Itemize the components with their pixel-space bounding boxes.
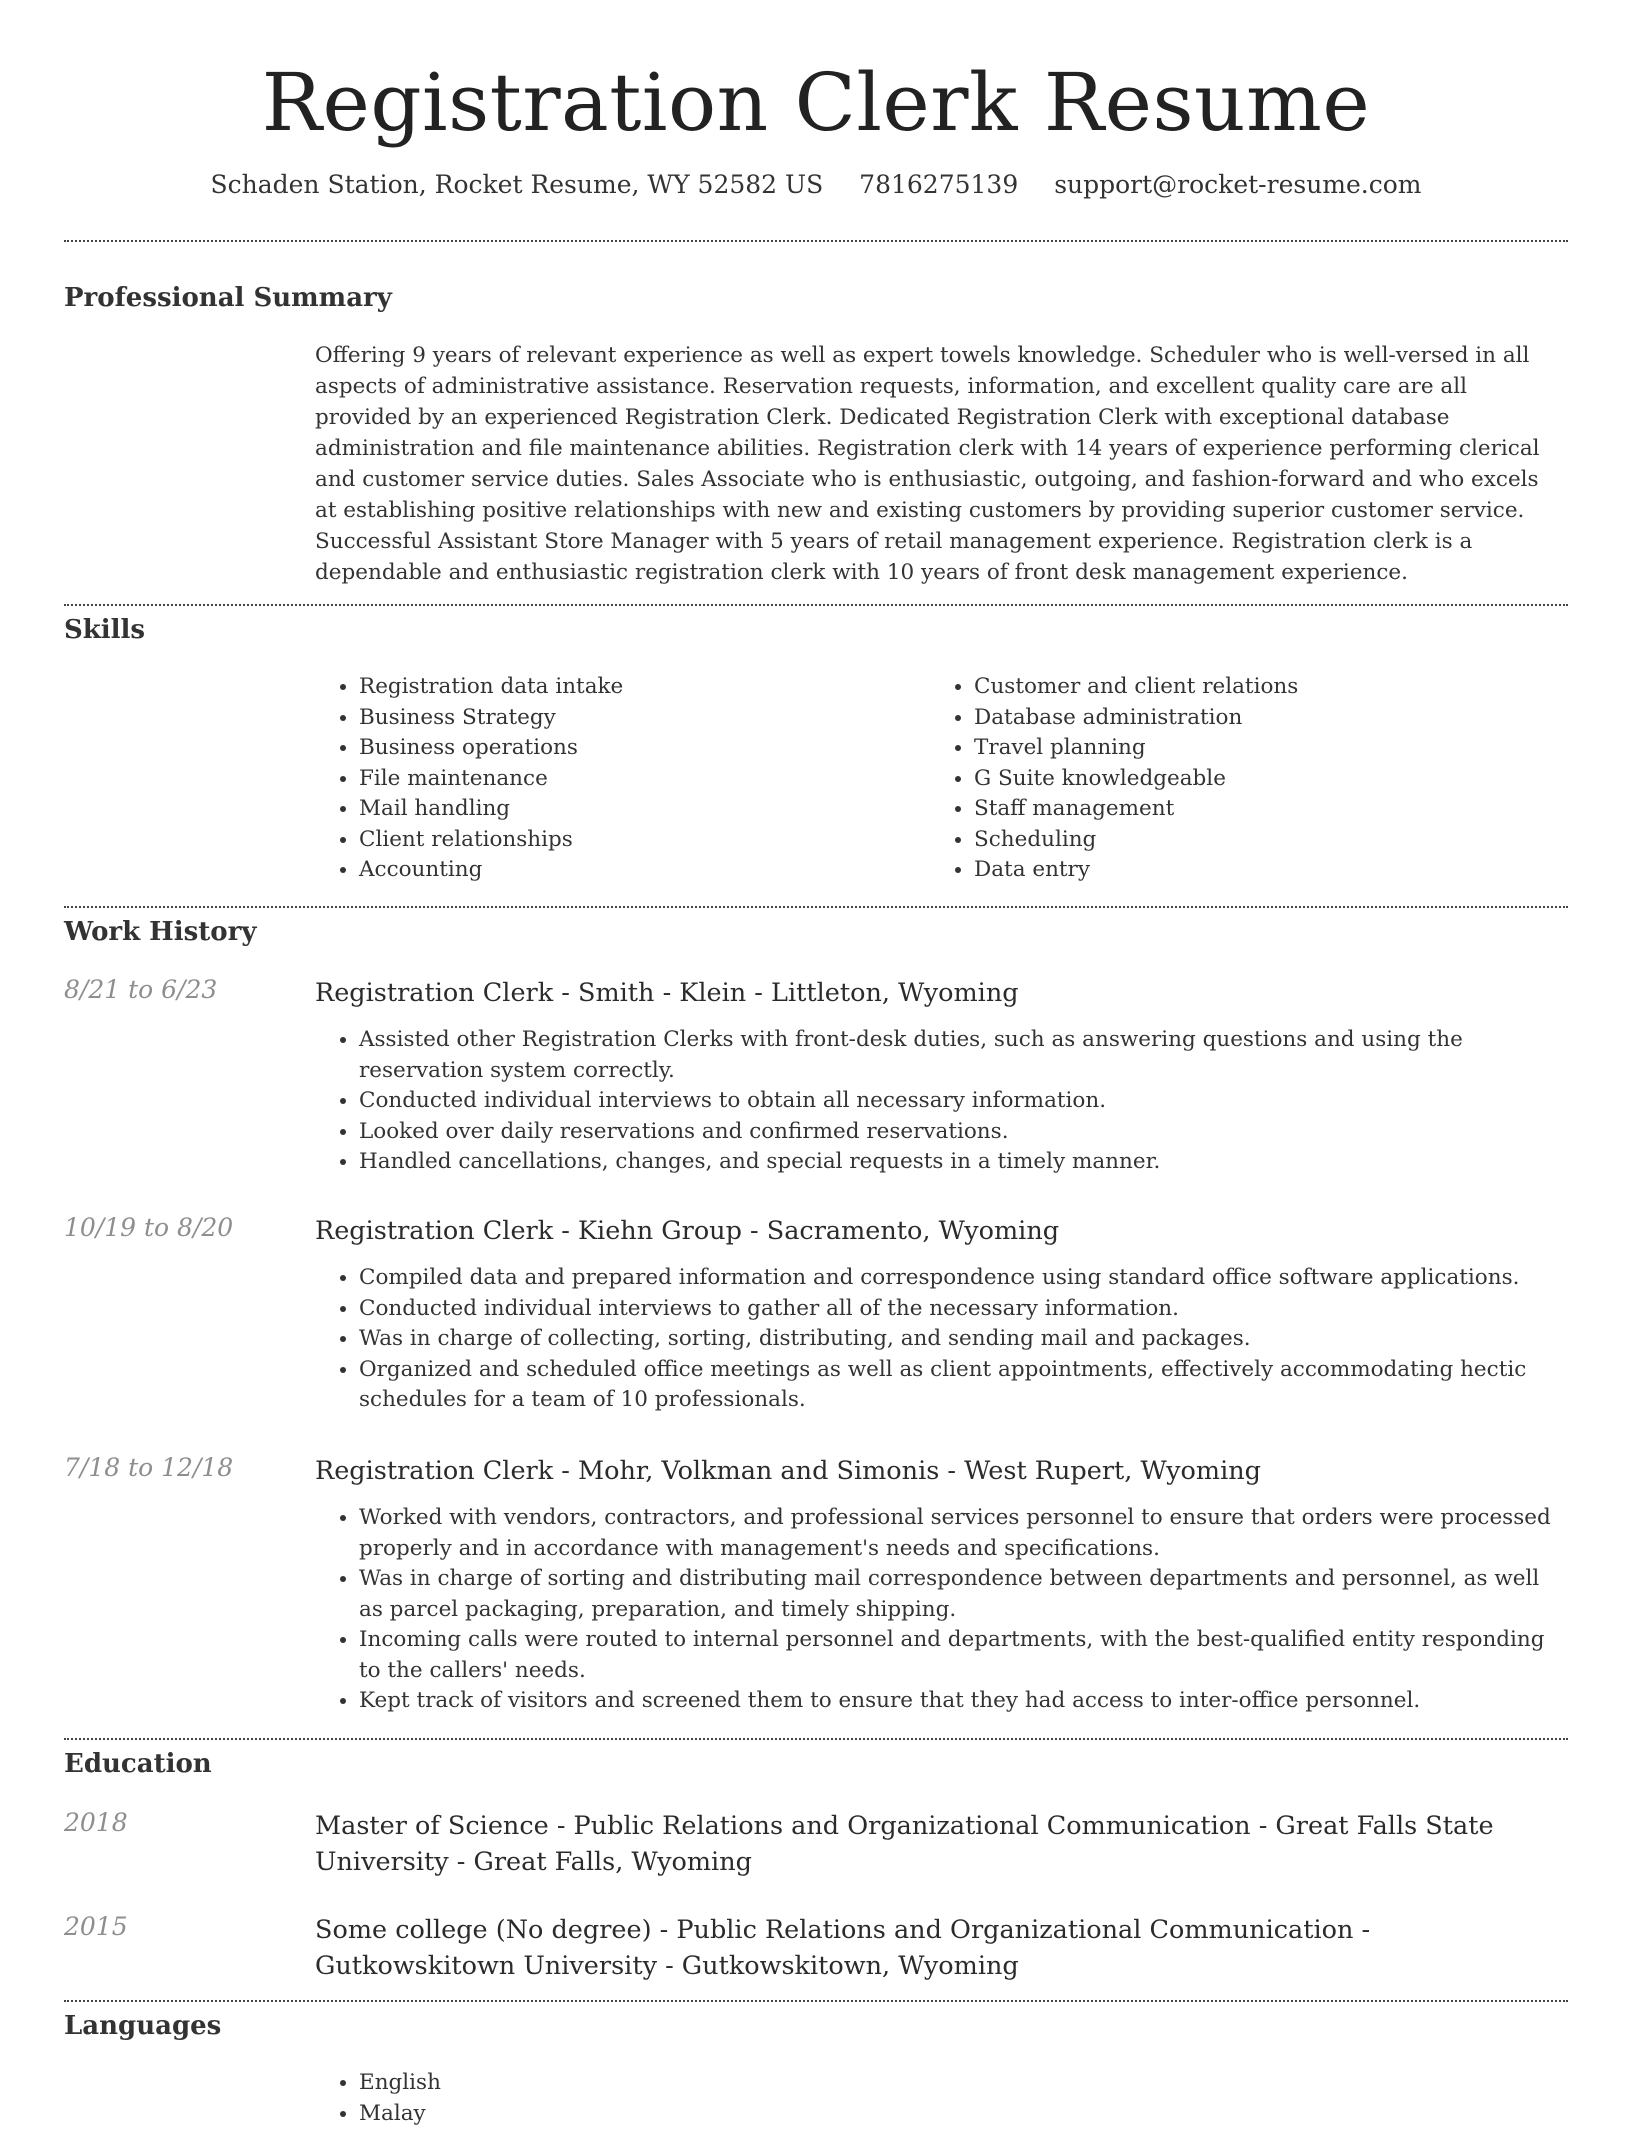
job-duties: [315, 1025, 1567, 1178]
section-title-education: Education: [64, 1749, 212, 1779]
education-degree: Master of Science - Public Relations and Organizational Communication - Great Falls State University - Great Falls, Wyoming: [315, 1808, 1567, 1880]
skills-column-left: [315, 672, 875, 886]
skill-item: • Mail handling: [359, 794, 875, 825]
section-divider: [64, 604, 1568, 606]
skill-item: • Data entry: [974, 855, 1490, 886]
skill-item: • Staff management: [974, 794, 1490, 825]
summary-text: Offering 9 years of relevant experience as well as expert towels knowledge. Scheduler who is well-versed in all aspects of administrative assistance. Reservation requests, information, and excellent quality care are all provided by an experienced Registration Clerk. Dedicated Registration Clerk with exceptional database administration and file maintenance abilities. Registration clerk with 14 years of experience performing clerical and customer service duties. Sales Associate who is enthusiastic, outgoing, and fashion-forward and who excels at establishing positive relationships with new and existing customers by providing superior customer service. Successful Assistant Store Manager with 5 years of retail management experience. Registration clerk is a dependable and enthusiastic registration clerk with 10 years of front desk management experience.: [315, 340, 1565, 588]
job-title: Registration Clerk - Kiehn Group - Sacramento, Wyoming: [315, 1213, 1567, 1249]
job-duties: [315, 1503, 1567, 1717]
section-title-work: Work History: [64, 917, 256, 947]
skill-item: • Scheduling: [974, 825, 1490, 856]
contact-email: support@rocket-resume.com: [1054, 170, 1421, 199]
skill-item: • Travel planning: [974, 733, 1490, 764]
section-title-languages: Languages: [64, 2011, 221, 2041]
duty-item: • Looked over daily reservations and confirmed reservations.: [359, 1117, 1567, 1148]
skills-column-right: [930, 672, 1490, 886]
skill-item: • Business Strategy: [359, 703, 875, 734]
skill-item: • Accounting: [359, 855, 875, 886]
language-item: • Malay: [359, 2099, 875, 2129]
duty-item: • Incoming calls were routed to internal personnel and departments, with the best-qualified entity responding to the callers' needs.: [359, 1625, 1567, 1686]
contact-phone: 7816275139: [859, 170, 1018, 199]
duty-item: • Conducted individual interviews to obtain all necessary information.: [359, 1086, 1567, 1117]
skill-item: • Registration data intake: [359, 672, 875, 703]
job-duties: [315, 1263, 1567, 1416]
job-dates: 8/21 to 6/23: [64, 975, 217, 1004]
job-title: Registration Clerk - Mohr, Volkman and Simonis - West Rupert, Wyoming: [315, 1453, 1567, 1489]
education-year: 2015: [64, 1912, 128, 1941]
job-title: Registration Clerk - Smith - Klein - Littleton, Wyoming: [315, 975, 1567, 1011]
contact-address: Schaden Station, Rocket Resume, WY 52582 US: [210, 170, 823, 199]
skill-item: • Client relationships: [359, 825, 875, 856]
skill-item: • Customer and client relations: [974, 672, 1490, 703]
contact-line: [0, 170, 1632, 199]
section-divider: [64, 1738, 1568, 1740]
job-dates: 7/18 to 12/18: [64, 1453, 233, 1482]
language-item: • English: [359, 2068, 875, 2099]
section-divider: [64, 2000, 1568, 2002]
duty-item: • Worked with vendors, contractors, and professional services personnel to ensure that orders were processed properly and in accordance with management's needs and specifications.: [359, 1503, 1567, 1564]
languages-list: [315, 2068, 875, 2129]
skill-item: • File maintenance: [359, 764, 875, 795]
education-year: 2018: [64, 1808, 128, 1837]
skill-item: • Database administration: [974, 703, 1490, 734]
duty-item: • Was in charge of collecting, sorting, distributing, and sending mail and packages.: [359, 1324, 1567, 1355]
skill-item: • G Suite knowledgeable: [974, 764, 1490, 795]
duty-item: • Kept track of visitors and screened them to ensure that they had access to inter-office personnel.: [359, 1686, 1567, 1717]
duty-item: • Organized and scheduled office meetings as well as client appointments, effectively accommodating hectic schedules for a team of 10 professionals.: [359, 1355, 1567, 1416]
education-degree: Some college (No degree) - Public Relations and Organizational Communication - Gutkowskitown University - Gutkowskitown, Wyoming: [315, 1912, 1567, 1984]
duty-item: • Assisted other Registration Clerks with front-desk duties, such as answering questions and using the reservation system correctly.: [359, 1025, 1567, 1086]
section-title-skills: Skills: [64, 615, 145, 645]
duty-item: • Was in charge of sorting and distributing mail correspondence between departments and personnel, as well as parcel packaging, preparation, and timely shipping.: [359, 1564, 1567, 1625]
duty-item: • Handled cancellations, changes, and special requests in a timely manner.: [359, 1147, 1567, 1178]
skill-item: • Business operations: [359, 733, 875, 764]
resume-name: Registration Clerk Resume: [0, 48, 1632, 158]
job-dates: 10/19 to 8/20: [64, 1213, 233, 1242]
duty-item: • Conducted individual interviews to gather all of the necessary information.: [359, 1294, 1567, 1325]
section-divider: [64, 906, 1568, 908]
duty-item: • Compiled data and prepared information and correspondence using standard office software applications.: [359, 1263, 1567, 1294]
section-divider: [64, 240, 1568, 242]
section-title-summary: Professional Summary: [64, 283, 392, 313]
